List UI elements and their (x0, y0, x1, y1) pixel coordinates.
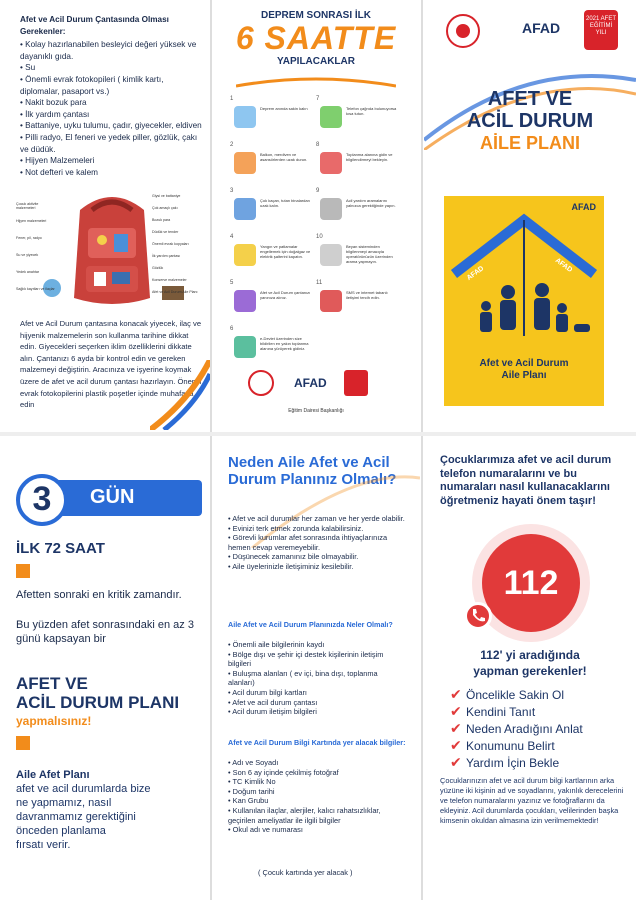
step-number: 11 (316, 280, 323, 286)
step-5 (230, 280, 314, 330)
step-3 (230, 188, 314, 238)
check-mark-icon: ✔ (450, 686, 462, 702)
step-1 (230, 96, 314, 146)
why-plan-reason: • Evinizi terk etmek zorunda kalabilirsiniz. (228, 524, 406, 534)
step-text: Beyan sisteminden bilgilenmeyi amacıyla operatörünüzün üzerinden arama yapmayın. (346, 244, 393, 264)
panel-cover (424, 0, 636, 430)
step-number: 6 (230, 326, 234, 332)
info-card-list (228, 758, 406, 835)
step-illustration-icon (320, 244, 342, 266)
bag-contents-text (20, 14, 202, 178)
panel-why-plan (212, 438, 420, 900)
bag-label-left: Fener, pil, radyo (16, 236, 42, 240)
call-112-line1: 112' yi aradığında (480, 648, 580, 662)
bag-label-left: Çocuk aktivite malzemeleri (16, 202, 39, 211)
check-item-label: Öncelikle Sakin Ol (466, 688, 565, 702)
bag-label-right: Düdük ve tender (152, 230, 179, 234)
check-item-label: Konumunu Belirt (466, 739, 555, 753)
afad-logo: AFAD (522, 20, 561, 36)
cover-title-line3: AİLE PLANI (479, 133, 580, 153)
bag-label-right: İlk yardım çantası (152, 254, 181, 258)
step-illustration-icon (320, 152, 342, 174)
six-hours-heading-top: DEPREM SONRASI İLK (260, 10, 371, 21)
description-line: afet ve acil durumlarda bize (16, 783, 151, 795)
bag-item: • Nakit bozuk para (20, 97, 202, 109)
cover-title-line2: ACİL DURUM (466, 110, 594, 132)
bag-label-right: Konserve malzemeler (152, 278, 187, 282)
why-plan-reason: • Düşünecek zamanınız bile olmayabilir. (228, 552, 406, 562)
step-11 (316, 280, 400, 330)
bag-item: • Battaniye, uyku tulumu, çadır, giyecekler, eldiven (20, 120, 202, 132)
step-text: Balkon, merdiven ve asansörlerden uzak durun. (260, 152, 308, 162)
badge-number: 3 (16, 474, 68, 526)
description-line: davranmamız gerektiğini (16, 811, 136, 823)
step-text: Afet ve Acil Durum çantanızı yanınıza alınız. (260, 290, 311, 300)
bag-label-right: Bozuk para (152, 218, 171, 222)
ministry-seal-icon (446, 14, 480, 48)
bag-label-left: Sağlık kayıtları ve ilaçlar (16, 287, 55, 291)
bag-label-right: Gözlük (152, 266, 164, 270)
step-text: Acil yardım aramalarını yalnızca gerektiğinde yapın. (346, 198, 396, 208)
family-plan-poster (444, 196, 604, 406)
fold-line (421, 0, 423, 900)
heading-underline-icon (236, 76, 396, 90)
why-plan-title: Neden Aile Afet ve Acil Durum Planınız Olmalı? (228, 454, 397, 488)
step-text: Deprem anında sakin kalın (260, 106, 308, 111)
why-plan-reason: • Afet ve acil durumlar her zaman ve her yerde olabilir. (228, 514, 406, 524)
step-illustration-icon (234, 290, 256, 312)
bag-item: • İlk yardım çantası (20, 109, 202, 121)
bag-contents-list (20, 39, 202, 178)
step-number: 1 (230, 96, 234, 102)
bag-label-left: Su ve yiyecek (16, 253, 39, 257)
step-number: 2 (230, 142, 234, 148)
six-hours-footer: Eğitim Dairesi Başkanlığı (288, 408, 344, 414)
description-line: fırsatı verir. (16, 839, 71, 851)
why-plan-reason: • Görevli kurumlar afet sonrasında ihtiyaçlarınıza hemen cevap veremeyebilir. (228, 533, 406, 552)
afad-logo: AFAD (294, 376, 327, 390)
year-badge: 2021 AFET EĞİTİMİ YILI (584, 10, 618, 50)
step-number: 9 (316, 188, 320, 194)
cover-title-line1: AFET VE (487, 88, 573, 110)
orange-marker-icon (16, 564, 30, 578)
why-plan-reason: • Aile üyelerinizle iletişiminiz kesilebilir. (228, 562, 406, 572)
info-card-item: • Kullanılan ilaçlar, alerjiler, kalıcı rahatsızlıklar, geçirilen ameliyatlar ile ilgili bilgiler (228, 806, 406, 825)
plan-content-item: • Önemli aile bilgilerinin kaydı (228, 640, 406, 650)
step-number: 5 (230, 280, 234, 286)
corner-swoosh-icon (150, 360, 210, 430)
check-item (450, 686, 564, 703)
step-6 (230, 326, 314, 376)
check-mark-icon: ✔ (450, 720, 462, 736)
step-4 (230, 234, 314, 284)
step-illustration-icon (234, 152, 256, 174)
bag-label-left: Hijyen malzemeleri (16, 219, 47, 223)
step-illustration-icon (320, 106, 342, 128)
check-mark-icon: ✔ (450, 754, 462, 770)
critical-time-text: Afetten sonraki en kritik zamandır. (16, 589, 182, 601)
step-text: e-Devlet üzerinden size bildirilen en yakın toplanma alanına yürüyerek gidiniz. (260, 336, 309, 351)
why-plan-reasons (228, 514, 406, 572)
plan-content-item: • Buluşma alanları ( ev içi, bina dışı, toplanma alanları) (228, 669, 406, 688)
check-item-label: Kendini Tanıt (466, 705, 536, 719)
step-number: 8 (316, 142, 320, 148)
plan-contents-heading: Aile Afet ve Acil Durum Planınızda Neler Olmalı? (228, 620, 393, 629)
step-10 (316, 234, 400, 284)
orange-marker-icon (16, 736, 30, 750)
description-line: ne yapmamız, nasıl (16, 797, 112, 809)
info-card-item: • Kan Grubu (228, 796, 406, 806)
poster-title-line2: Aile Planı (501, 370, 547, 381)
plan-contents-list (228, 640, 406, 717)
ministry-seal-icon (248, 370, 274, 396)
step-7 (316, 96, 400, 146)
info-card-item: • TC Kimlik No (228, 777, 406, 787)
first-72-hours-heading: İLK 72 SAAT (16, 540, 105, 557)
step-illustration-icon (234, 336, 256, 358)
call-112-line2: yapman gerekenler! (473, 664, 587, 678)
description-line: Aile Afet Planı (16, 769, 90, 781)
bag-item: • Kolay hazırlanabilen besleyici değeri yüksek ve dayanıklı gıda. (20, 39, 202, 62)
step-illustration-icon (234, 198, 256, 220)
check-item-label: Yardım İçin Bekle (466, 756, 560, 770)
bag-item: • Not defteri ve kalem (20, 167, 202, 179)
check-item (450, 737, 555, 754)
three-days-text: Bu yüzden afet sonrasındaki en az 3 günü kapsayan bir (16, 619, 194, 645)
panel-first-six-hours (212, 0, 420, 430)
info-card-back-text: Çocuklarınızın afet ve acil durum bilgi kartlarının arka yüzüne iki kişinin ad ve soyadlarını, yakınlık derecelerini ve telefon numaralarını yazınız ve fotoğraflarını da ekleyiniz. Acil durumlarda çocukları, velilerinden başka kimsenin okuldan almasına izin verilmemektedir! (440, 776, 624, 825)
bag-contents-heading: Afet ve Acil Durum Çantasında Olması Gerekenler: (20, 15, 169, 36)
poster-roof-left-label: AFAD (465, 265, 486, 282)
check-item (450, 720, 583, 737)
plan-content-item: • Bölge dışı ve şehir içi destek kişilerinin iletişim bilgileri (228, 650, 406, 669)
six-hours-heading-main: 6 SAATTE (235, 20, 397, 56)
step-number: 10 (316, 234, 323, 240)
check-mark-icon: ✔ (450, 737, 462, 753)
check-mark-icon: ✔ (450, 703, 462, 719)
step-text: Yangın ve patlamalar engellemek için doğalgaz ve elektrik şalterini kapatın. (260, 244, 311, 259)
check-item-label: Neden Aradığını Anlat (466, 722, 583, 736)
plan-content-item: • Afet ve acil durum çantası (228, 698, 406, 708)
info-card-item: • Doğum tarihi (228, 787, 406, 797)
check-item (450, 703, 535, 720)
fold-line (210, 0, 212, 900)
step-9 (316, 188, 400, 238)
bag-item: • Hijyen Malzemeleri (20, 155, 202, 167)
poster-afad-logo: AFAD (571, 202, 596, 212)
panel-bag-contents (0, 0, 210, 430)
six-hours-logos (248, 370, 388, 400)
teach-numbers-text: Çocuklarımıza afet ve acil durum telefon numaralarını ve bu numaraları nasıl kullanacaklarını öğretmeniz hayati önem taşır! (440, 454, 612, 507)
step-text: SMS ve internet tabanlı iletişimi tercih edin. (346, 290, 388, 300)
info-card-item: • Adı ve Soyadı (228, 758, 406, 768)
description-line: önceden planlama (16, 825, 106, 837)
bag-label-left: Yedek anahtar (16, 270, 40, 274)
poster-roof-right-label: AFAD (553, 257, 574, 274)
plan-content-item: • Acil durum bilgi kartları (228, 688, 406, 698)
six-hours-heading-bottom: YAPILACAKLAR (277, 56, 355, 67)
bag-item: • Pilli radyo, El feneri ve yedek piller, gözlük, çakı ve düdük. (20, 132, 202, 155)
bag-label-right: Afet ve Acil Durum Aile Planı (152, 290, 198, 294)
step-text: Toplanma alanına gidin ve bilgilendirmeyi bekleyin. (346, 152, 393, 162)
bag-item: • Önemli evrak fotokopileri ( kimlik kartı, diplomalar, pasaport vs.) (20, 74, 202, 97)
badge-word: GÜN (90, 486, 135, 508)
info-card-item: • Okul adı ve numarası (228, 825, 406, 835)
child-card-note: ( Çocuk kartında yer alacak ) (258, 868, 353, 877)
step-number: 4 (230, 234, 234, 240)
info-card-heading: Afet ve Acil Durum Bilgi Kartında yer alacak bilgiler: (228, 738, 406, 747)
family-plan-description (16, 768, 202, 852)
panel-emergency-112 (424, 438, 636, 900)
bag-label-right: Çok amaçlı çakı (152, 206, 178, 210)
step-text: Çok kaçan, tutan binalardan uzak kalın. (260, 198, 310, 208)
poster-title-line1: Afet ve Acil Durum (479, 358, 569, 369)
phone-icon (464, 602, 492, 630)
bag-label-right: Giysi ve battaniye (152, 194, 181, 198)
step-illustration-icon (320, 290, 342, 312)
step-2 (230, 142, 314, 192)
three-days-badge (16, 474, 202, 524)
bag-item: • Su (20, 62, 202, 74)
info-card-item: • Son 6 ay içinde çekilmiş fotoğraf (228, 768, 406, 778)
poster-title (444, 358, 604, 382)
year-badge-icon (344, 370, 368, 396)
step-8 (316, 142, 400, 192)
emergency-number: 112 (482, 534, 580, 632)
step-illustration-icon (234, 244, 256, 266)
bag-illustration (16, 188, 202, 308)
bag-label-right: Önemli evrak kopyaları (152, 242, 189, 246)
step-number: 3 (230, 188, 234, 194)
check-item (450, 754, 559, 771)
plan-content-item: • Acil durum iletişim bilgileri (228, 707, 406, 717)
bag-advice-paragraph: Afet ve Acil Durum çantasına konacak yiyecek, ilaç ve hijyenik malzemelerin son kullanma tarihine dikkat edin. Giyecekleri seçerken iklim özelliklerini dikkate alın. Çantanızı 6 ayda bir kontrol edin ve gereken malzemeyi değiştirin. Aracınıza ve işyerine koymak üzere de afet ve acil durum çantası hazırlayın. Önemli evrak fotokopilerini plastik poşetler içinde muhafaza edin (20, 319, 202, 410)
plan-title-line2: ACİL DURUM PLANI (16, 693, 180, 712)
step-number: 7 (316, 96, 320, 102)
plan-title-line1: AFET VE (16, 674, 88, 693)
step-text: Telefon çağrıda bulunuyorsa kısa tutun. (346, 106, 397, 116)
step-illustration-icon (234, 106, 256, 128)
sheet-separator (0, 432, 636, 436)
panel-first-72-hours (0, 438, 210, 900)
plan-title-line3: yapmalısınız! (16, 714, 92, 728)
step-illustration-icon (320, 198, 342, 220)
